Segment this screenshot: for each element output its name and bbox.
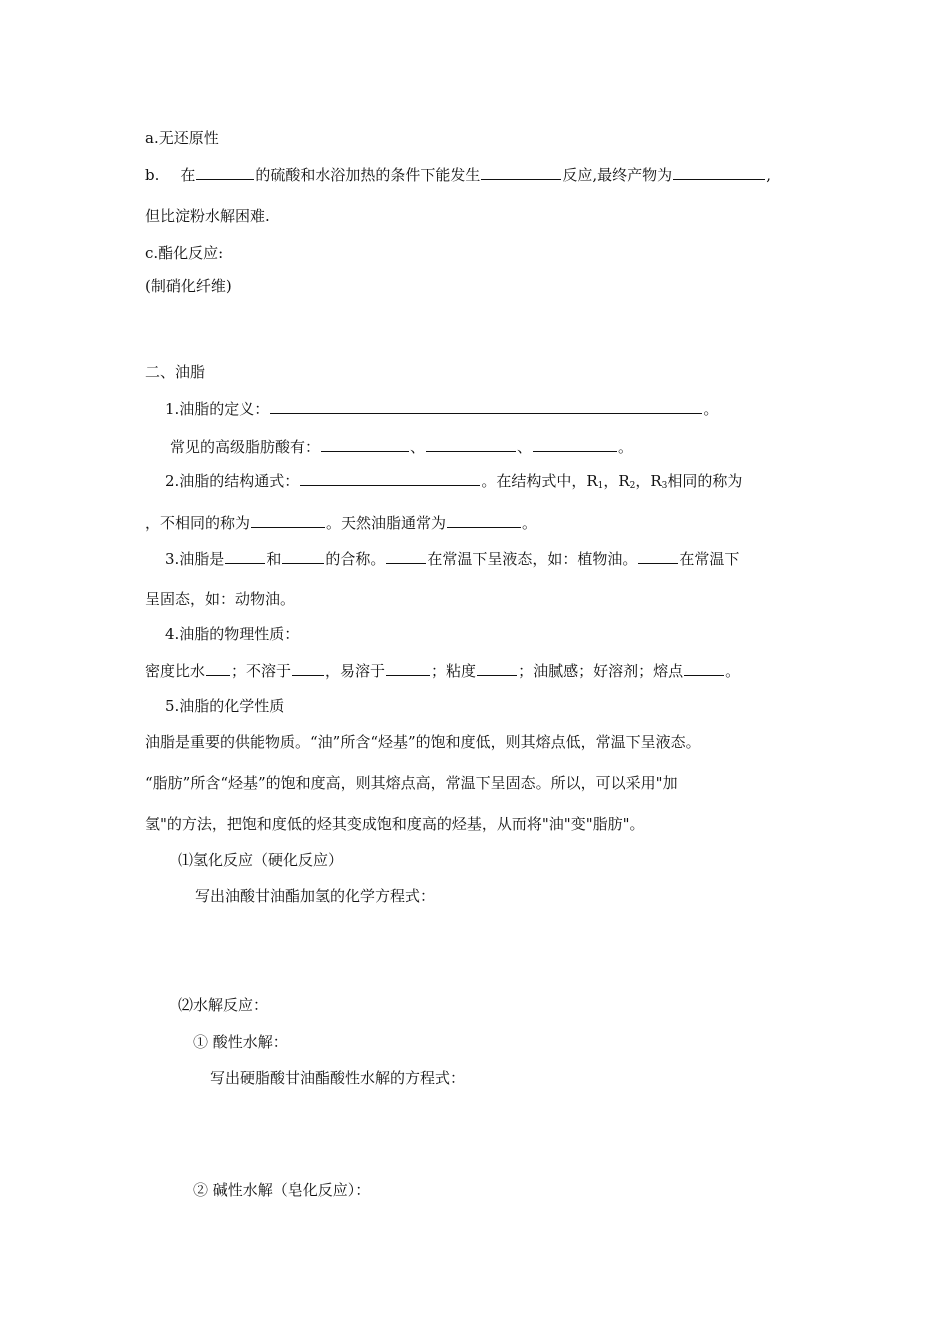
nitrocellulose-note: (制硝化纤维) [145,277,232,295]
blank-acid-2[interactable] [426,436,516,452]
saponification-heading: ② 碱性水解（皂化反应）： [193,1181,371,1199]
hydrogenation-heading: ⑴氢化反应（硬化反应） [178,851,344,869]
fat-structure-formula: 2.油脂的结构通式： 。在结构式中，$R_1$，$R_2$，$R_3$相同的称为 [165,472,743,491]
item-a-no-reducibility: a.无还原性 [145,129,219,147]
mixed-glyceride: ，不相同的称为 。天然油脂通常为 。 [145,514,538,532]
blank-acid-1[interactable] [321,436,409,452]
blank-acid-3[interactable] [533,436,617,452]
solid-at-room-temp: 呈固态，如：动物油。 [145,590,296,608]
item-b-hydrolysis: b. 在 的硫酸和水浴加热的条件下能发生 反应,最终产物为 , [145,166,771,184]
physical-properties-heading: 4.油脂的物理性质： [165,625,300,643]
hydrolysis-heading: ⑵水解反应： [178,996,269,1014]
blank-solid[interactable] [638,548,678,564]
paragraph-line-1: 油脂是重要的供能物质。“油”所含“烃基”的饱和度低，则其熔点低，常温下呈液态。 [145,733,701,751]
blank-insoluble[interactable] [292,660,324,676]
hydrogenation-prompt: 写出油酸甘油酯加氢的化学方程式： [195,887,436,905]
paragraph-line-2: “脂肪”所含“烃基”的饱和度高，则其熔点高，常温下呈固态。所以，可以采用"加 [145,774,678,792]
section-heading-fats: 二、油脂 [145,363,206,381]
blank-viscosity[interactable] [477,660,517,676]
blank-definition[interactable] [270,398,702,414]
blank-natural[interactable] [447,512,521,528]
blank-acid[interactable] [196,164,254,180]
physical-properties: 密度比水 ；不溶于 ，易溶于 ；粘度 ；油腻感；好溶剂；熔点 。 [145,662,741,680]
blank-oil[interactable] [225,548,265,564]
blank-reaction[interactable] [481,164,561,180]
blank-fat[interactable] [282,548,324,564]
common-fatty-acids: 常见的高级脂肪酸有： 、 、 。 [170,438,634,456]
fat-definition: 1.油脂的定义： 。 [165,400,719,418]
item-b-continued: 但比淀粉水解困难. [145,207,270,225]
acid-hydrolysis-prompt: 写出硬脂酸甘油酯酸性水解的方程式： [210,1069,466,1087]
acid-hydrolysis-heading: ① 酸性水解： [193,1033,288,1051]
blank-product[interactable] [673,164,765,180]
blank-mixed[interactable] [251,512,325,528]
blank-density[interactable] [206,660,230,676]
item-c-esterification: c.酯化反应: [145,244,224,262]
chemical-properties-heading: 5.油脂的化学性质 [165,697,285,715]
blank-soluble[interactable] [386,660,430,676]
blank-structure[interactable] [300,470,480,486]
paragraph-line-3: 氢"的方法，把饱和度低的烃其变成饱和度高的烃基，从而将"油"变"脂肪"。 [145,815,645,833]
oils-and-fats: 3.油脂是 和 的合称。 在常温下呈液态，如：植物油。 在常温下 [165,550,740,568]
blank-melting[interactable] [684,660,724,676]
blank-liquid[interactable] [386,548,426,564]
